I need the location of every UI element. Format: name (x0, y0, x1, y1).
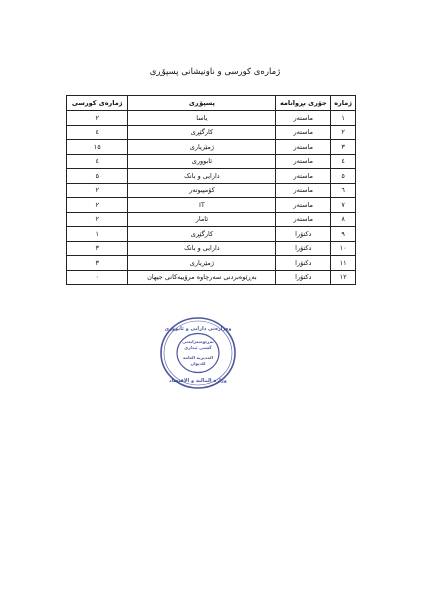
cell-course-count: ١٥ (67, 140, 128, 155)
table-row (67, 212, 356, 227)
seal-text-outer-top: وەزارەتی دارایی و ئابووری (164, 326, 232, 332)
cell-number: ١٢ (331, 270, 356, 285)
cell-degree-type: ماستەر (276, 140, 331, 155)
table-row (67, 111, 356, 126)
cell-course-count: ٢ (67, 111, 128, 126)
cell-degree-type: ماستەر (276, 198, 331, 213)
cell-number: ٥ (331, 169, 356, 184)
cell-course-count: ٣ (67, 241, 128, 256)
cell-degree-type: ماستەر (276, 125, 331, 140)
table-row (67, 227, 356, 242)
table-row (67, 256, 356, 271)
cell-degree-type: دکتۆرا (276, 227, 331, 242)
cell-specialization: کۆمپیوتەر (128, 183, 276, 198)
cell-degree-type: دکتۆرا (276, 241, 331, 256)
cell-number: ١١ (331, 256, 356, 271)
table-row (67, 183, 356, 198)
table-header-row (67, 96, 356, 111)
table-row (67, 125, 356, 140)
cell-degree-type: دکتۆرا (276, 256, 331, 271)
cell-specialization: ئابووری (128, 154, 276, 169)
cell-degree-type: ماستەر (276, 154, 331, 169)
official-seal-stamp (159, 316, 237, 390)
cell-specialization: IT (128, 198, 276, 213)
cell-course-count: ٠ (67, 270, 128, 285)
courses-table (66, 95, 356, 285)
table-row (67, 241, 356, 256)
cell-specialization: دارایی و بانک (128, 169, 276, 184)
cell-number: ٦ (331, 183, 356, 198)
cell-specialization: کارگێڕی (128, 227, 276, 242)
cell-specialization: کارگێڕی (128, 125, 276, 140)
cell-course-count: ٤ (67, 154, 128, 169)
header-degree-type: جۆری بڕوانامە (276, 96, 331, 111)
cell-number: ٩ (331, 227, 356, 242)
cell-specialization: دارایی و بانک (128, 241, 276, 256)
seal-text-inner-1: بەڕێوەبەرایەتی (182, 339, 214, 344)
cell-course-count: ٢ (67, 198, 128, 213)
cell-specialization: بەڕێوەبردنی سەرچاوە مرۆییەکانی جیهان (128, 270, 276, 285)
cell-course-count: ٤ (67, 125, 128, 140)
seal-text-outer-bottom: وزارة المالية و الاقتصاد (169, 378, 227, 384)
header-number: ژمارە (331, 96, 356, 111)
cell-degree-type: ماستەر (276, 169, 331, 184)
cell-degree-type: دکتۆرا (276, 270, 331, 285)
cell-course-count: ٥ (67, 169, 128, 184)
table-row (67, 140, 356, 155)
header-specialization: پسپۆڕی (128, 96, 276, 111)
cell-course-count: ١ (67, 227, 128, 242)
cell-number: ٤ (331, 154, 356, 169)
table-row (67, 270, 356, 285)
cell-course-count: ٢ (67, 212, 128, 227)
cell-specialization: ژمێریاری (128, 256, 276, 271)
seal-text-inner-2: گشتی ئیداری (184, 345, 212, 350)
cell-number: ٢ (331, 125, 356, 140)
cell-number: ١ (331, 111, 356, 126)
table-row (67, 198, 356, 213)
cell-specialization: یاسا (128, 111, 276, 126)
seal-text-inner-4: للديوان (190, 361, 206, 366)
table-row (67, 154, 356, 169)
cell-degree-type: ماستەر (276, 111, 331, 126)
cell-number: ٣ (331, 140, 356, 155)
cell-specialization: ئامار (128, 212, 276, 227)
table-row (67, 169, 356, 184)
cell-degree-type: ماستەر (276, 212, 331, 227)
cell-degree-type: ماستەر (276, 183, 331, 198)
cell-number: ١٠ (331, 241, 356, 256)
cell-course-count: ٢ (67, 183, 128, 198)
header-course-count: ژمارەی کورسی (67, 96, 128, 111)
cell-specialization: ژمێریاری (128, 140, 276, 155)
cell-number: ٨ (331, 212, 356, 227)
page-title: ژمارەی کورسی و ناونیشانی پسپۆڕی (149, 67, 281, 77)
cell-course-count: ٣ (67, 256, 128, 271)
cell-number: ٧ (331, 198, 356, 213)
seal-text-inner-3: المديرية العامة (182, 355, 214, 360)
